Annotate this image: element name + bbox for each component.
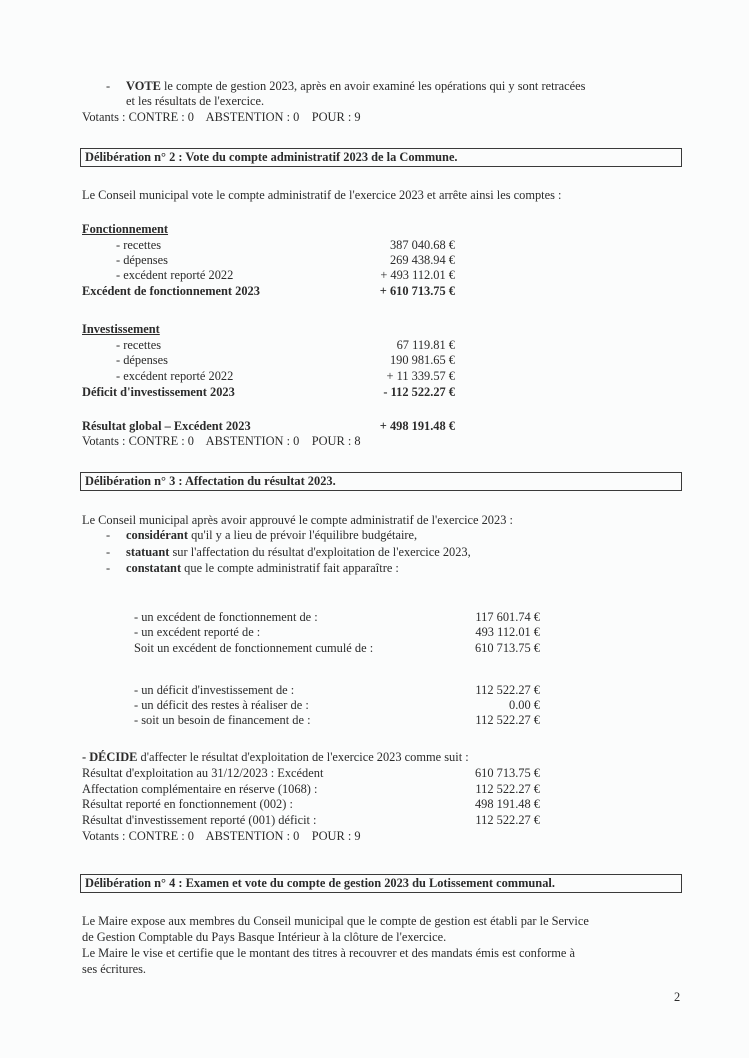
decide-bold: - DÉCIDE (82, 750, 138, 764)
invest-row-value: 67 119.81 € (396, 338, 455, 352)
fonct-row-value: 387 040.68 € (389, 238, 455, 252)
fonct-row-label: - dépenses (116, 253, 168, 267)
group1-value: 493 112.01 € (475, 625, 540, 639)
global-label: Résultat global – Excédent 2023 (82, 419, 251, 433)
group2-value: 112 522.27 € (475, 713, 540, 727)
fonct-row-value: 269 438.94 € (389, 253, 455, 267)
group2-value: 0.00 € (509, 698, 540, 712)
group2-label: - un déficit des restes à réaliser de : (134, 698, 309, 712)
delib4-title-box (80, 874, 682, 893)
group1-label: Soit un excédent de fonctionnement cumulé de : (134, 641, 374, 655)
invest-row-label: - dépenses (116, 353, 168, 367)
page-number: 2 (674, 990, 681, 1004)
affect-label: Affectation complémentaire en réserve (1068) : (82, 782, 318, 796)
bullet-dash: - (106, 528, 111, 542)
decide-text: d'affecter le résultat d'exploitation de l'exercice 2023 comme suit : (137, 750, 469, 764)
affect-value: 498 191.48 € (474, 797, 540, 811)
fonct-row-label: - excédent reporté 2022 (116, 268, 234, 282)
delib3-point (126, 545, 471, 560)
invest-row-label: - recettes (116, 338, 162, 352)
affect-value: 610 713.75 € (474, 766, 540, 780)
bullet-dash: - (106, 79, 111, 93)
global-value: + 498 191.48 € (379, 419, 455, 433)
votants-intro: Votants : CONTRE : 0 ABSTENTION : 0 POUR : 9 (82, 110, 361, 124)
vote-text-2: et les résultats de l'exercice. (126, 94, 265, 108)
point-bold: constatant (126, 561, 182, 575)
delib4-line2: de Gestion Comptable du Pays Basque Intérieur à la clôture de l'exercice. (82, 930, 447, 944)
decide-line (82, 750, 469, 765)
affect-label: Résultat reporté en fonctionnement (002) : (82, 797, 293, 811)
group1-label: - un excédent reporté de : (134, 625, 261, 639)
invest-row-value: 190 981.65 € (389, 353, 455, 367)
delib3-title: Délibération n° 3 : Affectation du résultat 2023. (85, 474, 336, 488)
vote-text: le compte de gestion 2023, après en avoir examiné les opérations qui y sont retracées (160, 79, 586, 93)
point-text: qu'il y a lieu de prévoir l'équilibre budgétaire, (187, 528, 418, 542)
delib4-line4: ses écritures. (82, 962, 146, 976)
delib2-title-box (80, 148, 682, 167)
invest-total-label: Déficit d'investissement 2023 (82, 385, 235, 399)
invest-title: Investissement (82, 322, 160, 336)
delib2-title: Délibération n° 2 : Vote du compte administratif 2023 de la Commune. (85, 150, 458, 164)
affect-value: 112 522.27 € (475, 813, 540, 827)
votants-delib3: Votants : CONTRE : 0 ABSTENTION : 0 POUR : 9 (82, 829, 361, 843)
vote-bold: VOTE (126, 79, 161, 93)
invest-total-value: - 112 522.27 € (383, 385, 455, 399)
group2-value: 112 522.27 € (475, 683, 540, 697)
delib4-title: Délibération n° 4 : Examen et vote du compte de gestion 2023 du Lotissement communal. (85, 876, 555, 890)
delib3-title-box (80, 472, 682, 491)
group2-label: - un déficit d'investissement de : (134, 683, 295, 697)
delib2-intro: Le Conseil municipal vote le compte administratif de l'exercice 2023 et arrête ainsi les comptes : (82, 188, 562, 202)
delib3-point (126, 528, 417, 543)
group1-value: 117 601.74 € (475, 610, 540, 624)
fonct-row-label: - recettes (116, 238, 162, 252)
fonct-row-value: + 493 112.01 € (380, 268, 455, 282)
delib3-intro: Le Conseil municipal après avoir approuvé le compte administratif de l'exercice 2023 : (82, 513, 513, 527)
affect-value: 112 522.27 € (475, 782, 540, 796)
vote-line (126, 79, 585, 94)
fonct-total-value: + 610 713.75 € (379, 284, 455, 298)
delib3-point (126, 561, 399, 576)
affect-label: Résultat d'exploitation au 31/12/2023 : Excédent (82, 766, 324, 780)
bullet-dash: - (106, 545, 111, 559)
fonct-total-label: Excédent de fonctionnement 2023 (82, 284, 260, 298)
delib4-line3: Le Maire le vise et certifie que le montant des titres à recouvrer et des mandats émis est conforme à (82, 946, 576, 960)
group2-label: - soit un besoin de financement de : (134, 713, 311, 727)
affect-label: Résultat d'investissement reporté (001) déficit : (82, 813, 317, 827)
point-text: sur l'affectation du résultat d'exploitation de l'exercice 2023, (169, 545, 471, 559)
votants-delib2: Votants : CONTRE : 0 ABSTENTION : 0 POUR : 8 (82, 434, 361, 448)
point-text: que le compte administratif fait apparaître : (181, 561, 399, 575)
group1-value: 610 713.75 € (474, 641, 540, 655)
invest-row-value: + 11 339.57 € (386, 369, 455, 383)
point-bold: considérant (126, 528, 188, 542)
bullet-dash: - (106, 561, 111, 575)
delib4-line1: Le Maire expose aux membres du Conseil municipal que le compte de gestion est établi par le Service (82, 914, 589, 928)
invest-row-label: - excédent reporté 2022 (116, 369, 234, 383)
fonct-title: Fonctionnement (82, 222, 169, 236)
point-bold: statuant (126, 545, 170, 559)
group1-label: - un excédent de fonctionnement de : (134, 610, 318, 624)
